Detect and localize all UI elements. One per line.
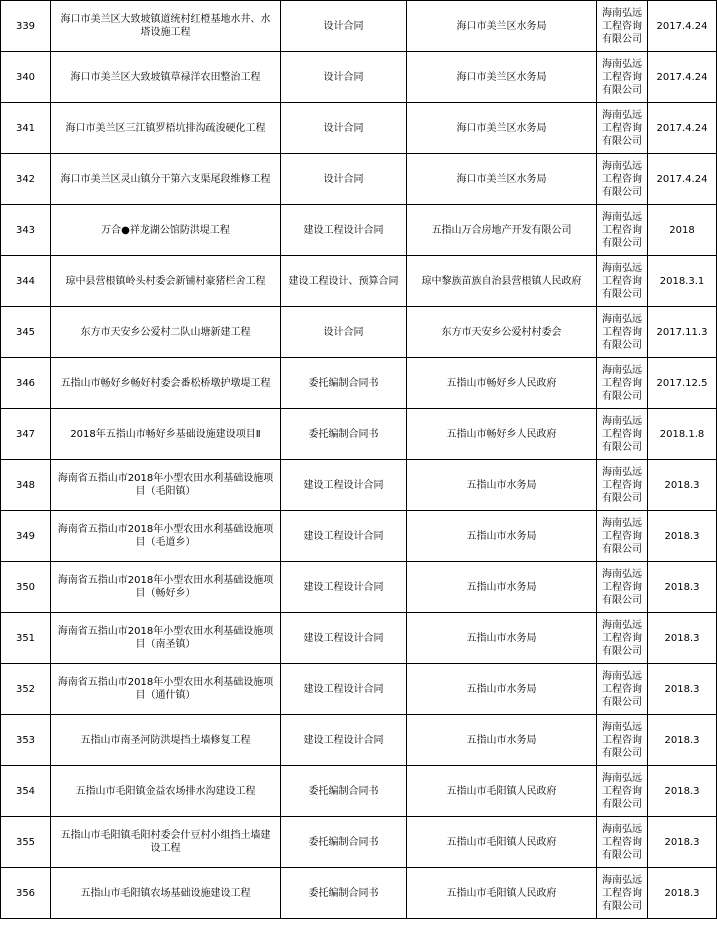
- contract-date: 2017.4.24: [648, 103, 717, 154]
- row-number: 340: [1, 52, 51, 103]
- firm-name: 海南弘远工程咨询有限公司: [597, 613, 648, 664]
- firm-name: 海南弘远工程咨询有限公司: [597, 562, 648, 613]
- project-name: 海南省五指山市2018年小型农田水利基础设施项目（毛道乡）: [51, 511, 281, 562]
- contract-type: 设计合同: [281, 307, 407, 358]
- project-name: 万合●祥龙湖公馆防洪堤工程: [51, 205, 281, 256]
- row-number: 349: [1, 511, 51, 562]
- table-row: [1, 1, 717, 52]
- contract-type: 委托编制合同书: [281, 766, 407, 817]
- firm-name: 海南弘远工程咨询有限公司: [597, 256, 648, 307]
- contract-date: 2018.3: [648, 715, 717, 766]
- firm-name: 海南弘远工程咨询有限公司: [597, 307, 648, 358]
- client-name: 五指山市毛阳镇人民政府: [407, 766, 597, 817]
- row-number: 353: [1, 715, 51, 766]
- table-body: [1, 1, 717, 919]
- row-number: 354: [1, 766, 51, 817]
- table-row: [1, 715, 717, 766]
- contract-date: 2018.3.1: [648, 256, 717, 307]
- firm-name: 海南弘远工程咨询有限公司: [597, 460, 648, 511]
- table-row: [1, 307, 717, 358]
- client-name: 五指山市水务局: [407, 562, 597, 613]
- contract-date: 2017.4.24: [648, 154, 717, 205]
- contract-type: 委托编制合同书: [281, 409, 407, 460]
- contract-type: 建设工程设计合同: [281, 664, 407, 715]
- client-name: 五指山市畅好乡人民政府: [407, 358, 597, 409]
- contract-type: 建设工程设计合同: [281, 511, 407, 562]
- row-number: 343: [1, 205, 51, 256]
- firm-name: 海南弘远工程咨询有限公司: [597, 715, 648, 766]
- row-number: 344: [1, 256, 51, 307]
- table-row: [1, 460, 717, 511]
- contract-date: 2018.3: [648, 511, 717, 562]
- contract-type: 设计合同: [281, 103, 407, 154]
- table-row: [1, 358, 717, 409]
- contract-type: 设计合同: [281, 52, 407, 103]
- row-number: 355: [1, 817, 51, 868]
- table-row: [1, 562, 717, 613]
- table-row: [1, 613, 717, 664]
- client-name: 海口市美兰区水务局: [407, 52, 597, 103]
- project-name: 五指山市毛阳镇毛阳村委会什豆村小组挡土墙建设工程: [51, 817, 281, 868]
- project-name: 海口市美兰区大致坡镇道统村红橙基地水井、水塔设施工程: [51, 1, 281, 52]
- project-name: 海口市美兰区大致坡镇草禄洋农田整治工程: [51, 52, 281, 103]
- table-row: [1, 103, 717, 154]
- table-row: [1, 868, 717, 919]
- project-name: 海南省五指山市2018年小型农田水利基础设施项目（毛阳镇）: [51, 460, 281, 511]
- project-name: 五指山市南圣河防洪堤挡土墙修复工程: [51, 715, 281, 766]
- row-number: 345: [1, 307, 51, 358]
- row-number: 352: [1, 664, 51, 715]
- contract-date: 2018.3: [648, 766, 717, 817]
- project-name: 五指山市毛阳镇金益农场排水沟建设工程: [51, 766, 281, 817]
- contract-date: 2018.3: [648, 817, 717, 868]
- project-name: 2018年五指山市畅好乡基础设施建设项目Ⅱ: [51, 409, 281, 460]
- client-name: 五指山市畅好乡人民政府: [407, 409, 597, 460]
- project-name: 海南省五指山市2018年小型农田水利基础设施项目（通什镇）: [51, 664, 281, 715]
- table-row: [1, 52, 717, 103]
- table-row: [1, 664, 717, 715]
- row-number: 347: [1, 409, 51, 460]
- contract-date: 2018: [648, 205, 717, 256]
- table-row: [1, 817, 717, 868]
- firm-name: 海南弘远工程咨询有限公司: [597, 817, 648, 868]
- client-name: 东方市天安乡公爱村村委会: [407, 307, 597, 358]
- firm-name: 海南弘远工程咨询有限公司: [597, 358, 648, 409]
- client-name: 五指山市水务局: [407, 511, 597, 562]
- firm-name: 海南弘远工程咨询有限公司: [597, 868, 648, 919]
- contract-type: 委托编制合同书: [281, 868, 407, 919]
- contract-type: 委托编制合同书: [281, 817, 407, 868]
- contract-date: 2017.4.24: [648, 52, 717, 103]
- firm-name: 海南弘远工程咨询有限公司: [597, 409, 648, 460]
- contract-date: 2017.4.24: [648, 1, 717, 52]
- firm-name: 海南弘远工程咨询有限公司: [597, 154, 648, 205]
- client-name: 五指山市水务局: [407, 664, 597, 715]
- project-name: 东方市天安乡公爱村二队山塘新建工程: [51, 307, 281, 358]
- contract-type: 建设工程设计合同: [281, 562, 407, 613]
- project-name: 海口市美兰区三江镇罗梧坑排沟疏浚硬化工程: [51, 103, 281, 154]
- contract-date: 2018.1.8: [648, 409, 717, 460]
- contract-type: 建设工程设计、预算合同: [281, 256, 407, 307]
- contract-date: 2018.3: [648, 613, 717, 664]
- project-name: 海南省五指山市2018年小型农田水利基础设施项目（南圣镇）: [51, 613, 281, 664]
- project-name: 海口市美兰区灵山镇分干第六支渠尾段维修工程: [51, 154, 281, 205]
- client-name: 海口市美兰区水务局: [407, 1, 597, 52]
- table-row: [1, 205, 717, 256]
- contract-date: 2018.3: [648, 868, 717, 919]
- table-row: [1, 256, 717, 307]
- client-name: 五指山万合房地产开发有限公司: [407, 205, 597, 256]
- client-name: 五指山市毛阳镇人民政府: [407, 868, 597, 919]
- row-number: 342: [1, 154, 51, 205]
- firm-name: 海南弘远工程咨询有限公司: [597, 1, 648, 52]
- table-row: [1, 154, 717, 205]
- firm-name: 海南弘远工程咨询有限公司: [597, 511, 648, 562]
- contract-date: 2017.12.5: [648, 358, 717, 409]
- row-number: 356: [1, 868, 51, 919]
- contract-type: 委托编制合同书: [281, 358, 407, 409]
- contract-date: 2017.11.3: [648, 307, 717, 358]
- contract-type: 建设工程设计合同: [281, 205, 407, 256]
- contract-type: 建设工程设计合同: [281, 460, 407, 511]
- client-name: 五指山市水务局: [407, 460, 597, 511]
- client-name: 五指山市毛阳镇人民政府: [407, 817, 597, 868]
- contract-type: 建设工程设计合同: [281, 715, 407, 766]
- table-row: [1, 511, 717, 562]
- project-name: 琼中县营根镇岭头村委会新铺村豪猪栏舍工程: [51, 256, 281, 307]
- firm-name: 海南弘远工程咨询有限公司: [597, 664, 648, 715]
- contract-date: 2018.3: [648, 664, 717, 715]
- row-number: 341: [1, 103, 51, 154]
- client-name: 海口市美兰区水务局: [407, 154, 597, 205]
- client-name: 琼中黎族苗族自治县营根镇人民政府: [407, 256, 597, 307]
- firm-name: 海南弘远工程咨询有限公司: [597, 205, 648, 256]
- contract-date: 2018.3: [648, 562, 717, 613]
- row-number: 346: [1, 358, 51, 409]
- row-number: 351: [1, 613, 51, 664]
- client-name: 五指山市水务局: [407, 613, 597, 664]
- firm-name: 海南弘远工程咨询有限公司: [597, 766, 648, 817]
- client-name: 五指山市水务局: [407, 715, 597, 766]
- row-number: 339: [1, 1, 51, 52]
- table-row: [1, 409, 717, 460]
- firm-name: 海南弘远工程咨询有限公司: [597, 103, 648, 154]
- firm-name: 海南弘远工程咨询有限公司: [597, 52, 648, 103]
- project-name: 五指山市畅好乡畅好村委会番松桥墩护墩堤工程: [51, 358, 281, 409]
- table-row: [1, 766, 717, 817]
- row-number: 350: [1, 562, 51, 613]
- contract-date: 2018.3: [648, 460, 717, 511]
- contract-type: 设计合同: [281, 154, 407, 205]
- row-number: 348: [1, 460, 51, 511]
- project-name: 海南省五指山市2018年小型农田水利基础设施项目（畅好乡）: [51, 562, 281, 613]
- project-name: 五指山市毛阳镇农场基础设施建设工程: [51, 868, 281, 919]
- client-name: 海口市美兰区水务局: [407, 103, 597, 154]
- contract-type: 设计合同: [281, 1, 407, 52]
- contract-type: 建设工程设计合同: [281, 613, 407, 664]
